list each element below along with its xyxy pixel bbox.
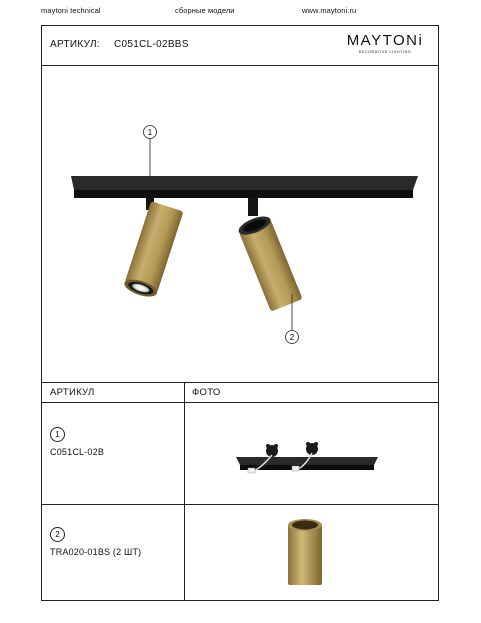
callout-number-2: 2: [289, 333, 295, 342]
table-row: [42, 403, 438, 505]
callout-1: [144, 126, 157, 179]
logo-subtitle: DECORATIVE LIGHTING: [358, 50, 412, 54]
row-number-2: 2: [50, 527, 65, 542]
website-link[interactable]: www.maytoni.ru: [302, 6, 357, 15]
brass-cylinder-photo: [280, 517, 330, 589]
row-code-2: TRA020-01BS (2 ШТ): [50, 547, 142, 557]
track-base: [71, 176, 418, 198]
assembled-models-label: сборные модели: [175, 6, 235, 15]
col-photo-header: ФОТО: [192, 387, 221, 398]
spotlight-left: [122, 198, 183, 300]
sheet-header: [42, 26, 438, 66]
product-drawing: [42, 66, 438, 382]
col-article-header: АРТИКУЛ: [50, 387, 95, 398]
table-header: [42, 382, 438, 403]
article-label: АРТИКУЛ:: [50, 39, 100, 50]
track-base-photo: [232, 433, 382, 483]
maytoni-logo: [340, 32, 430, 60]
product-illustration: [42, 66, 440, 382]
row-number-1: 1: [50, 427, 65, 442]
brand-technical-label: maytoni technical: [41, 6, 101, 15]
logo-wordmark: MAYTONi: [346, 32, 424, 49]
callout-number-1: 1: [147, 128, 153, 137]
row-code-1: C051CL-02B: [50, 447, 105, 457]
spec-sheet: [41, 25, 439, 601]
article-number: C051CL-02BBS: [114, 39, 189, 50]
table-row: [42, 505, 438, 601]
spotlight-right: [236, 198, 302, 312]
